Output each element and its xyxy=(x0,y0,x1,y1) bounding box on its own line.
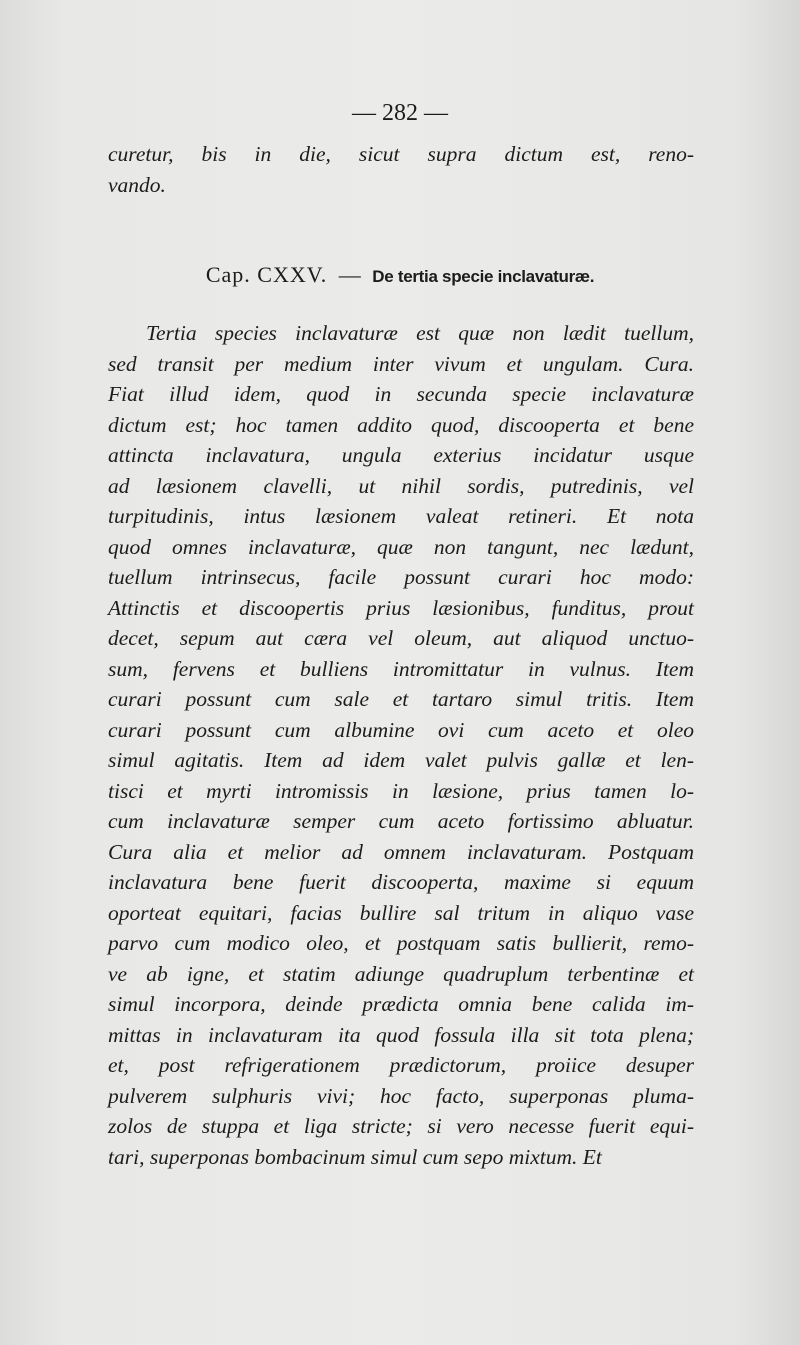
chapter-label: Cap. CXXV. xyxy=(205,262,328,287)
chapter-dash: — xyxy=(338,262,361,287)
text-line: mittas in inclavaturam ita quod fossula illa sit tota plena; xyxy=(108,1022,694,1047)
text-line: Tertia species inclavaturæ est quæ non lædit tuellum, xyxy=(146,321,694,345)
text-line: simul agitatis. Item ad idem valet pulvis gallæ et len- xyxy=(108,748,694,772)
text-line: decet, sepum aut cæra vel oleum, aut aliquod unctuo- xyxy=(108,626,694,650)
text-line: tuellum intrinsecus, facile possunt curari hoc modo: xyxy=(108,565,694,589)
text-line: et, post refrigerationem prædictorum, proiice desuper xyxy=(108,1053,694,1077)
text-line: pulverem sulphuris vivi; hoc facto, superponas pluma- xyxy=(108,1083,694,1108)
text-line: vando. xyxy=(108,172,166,197)
text-line: ve ab igne, et statim adiunge quadruplum terbentinæ et xyxy=(108,961,694,986)
text-line: curetur, bis in die, sicut supra dictum est, reno- xyxy=(108,142,694,166)
text-line: oporteat equitari, facias bullire sal tritum in aliquo vase xyxy=(108,900,694,925)
text-line: inclavatura bene fuerit discooperta, maxime si equum xyxy=(108,870,694,894)
text-line: cum inclavaturæ semper cum aceto fortissimo abluatur. xyxy=(108,809,694,833)
text-line: Fiat illud idem, quod in secunda specie inclavaturæ xyxy=(108,382,694,406)
continuation-paragraph xyxy=(108,139,694,200)
text-line: quod omnes inclavaturæ, quæ non tangunt, nec lædunt, xyxy=(108,534,694,559)
text-line: dictum est; hoc tamen addito quod, discooperta et bene xyxy=(108,412,694,437)
text-line: curari possunt cum sale et tartaro simul tritis. Item xyxy=(108,687,694,711)
text-line: simul incorpora, deinde prædicta omnia bene calida im- xyxy=(108,992,694,1016)
text-line: turpitudinis, intus læsionem valeat retineri. Et nota xyxy=(108,504,694,528)
text-line: Attinctis et discoopertis prius læsionibus, funditus, prout xyxy=(108,595,694,620)
text-line: sum, fervens et bulliens intromittatur in vulnus. Item xyxy=(108,656,694,681)
text-line: Cura alia et melior ad omnem inclavaturam. Postquam xyxy=(108,839,694,864)
text-line: zolos de stuppa et liga stricte; si vero necesse fuerit equi- xyxy=(108,1114,694,1138)
page-number: — 282 — xyxy=(352,100,448,126)
text-line: curari possunt cum albumine ovi cum aceto et oleo xyxy=(108,717,694,742)
chapter-title: De tertia specie inclavaturæ. xyxy=(372,267,595,286)
main-paragraph xyxy=(108,318,694,1172)
chapter-heading xyxy=(0,262,800,288)
text-line: attincta inclavatura, ungula exterius incidatur usque xyxy=(108,443,694,467)
text-line: ad læsionem clavelli, ut nihil sordis, putredinis, vel xyxy=(108,473,694,498)
text-line: tisci et myrti intromissis in læsione, prius tamen lo- xyxy=(108,778,694,803)
text-line: tari, superponas bombacinum simul cum sepo mixtum. Et xyxy=(108,1144,602,1169)
text-line: parvo cum modico oleo, et postquam satis bullierit, remo- xyxy=(108,931,694,955)
text-line: sed transit per medium inter vivum et ungulam. Cura. xyxy=(108,351,694,376)
